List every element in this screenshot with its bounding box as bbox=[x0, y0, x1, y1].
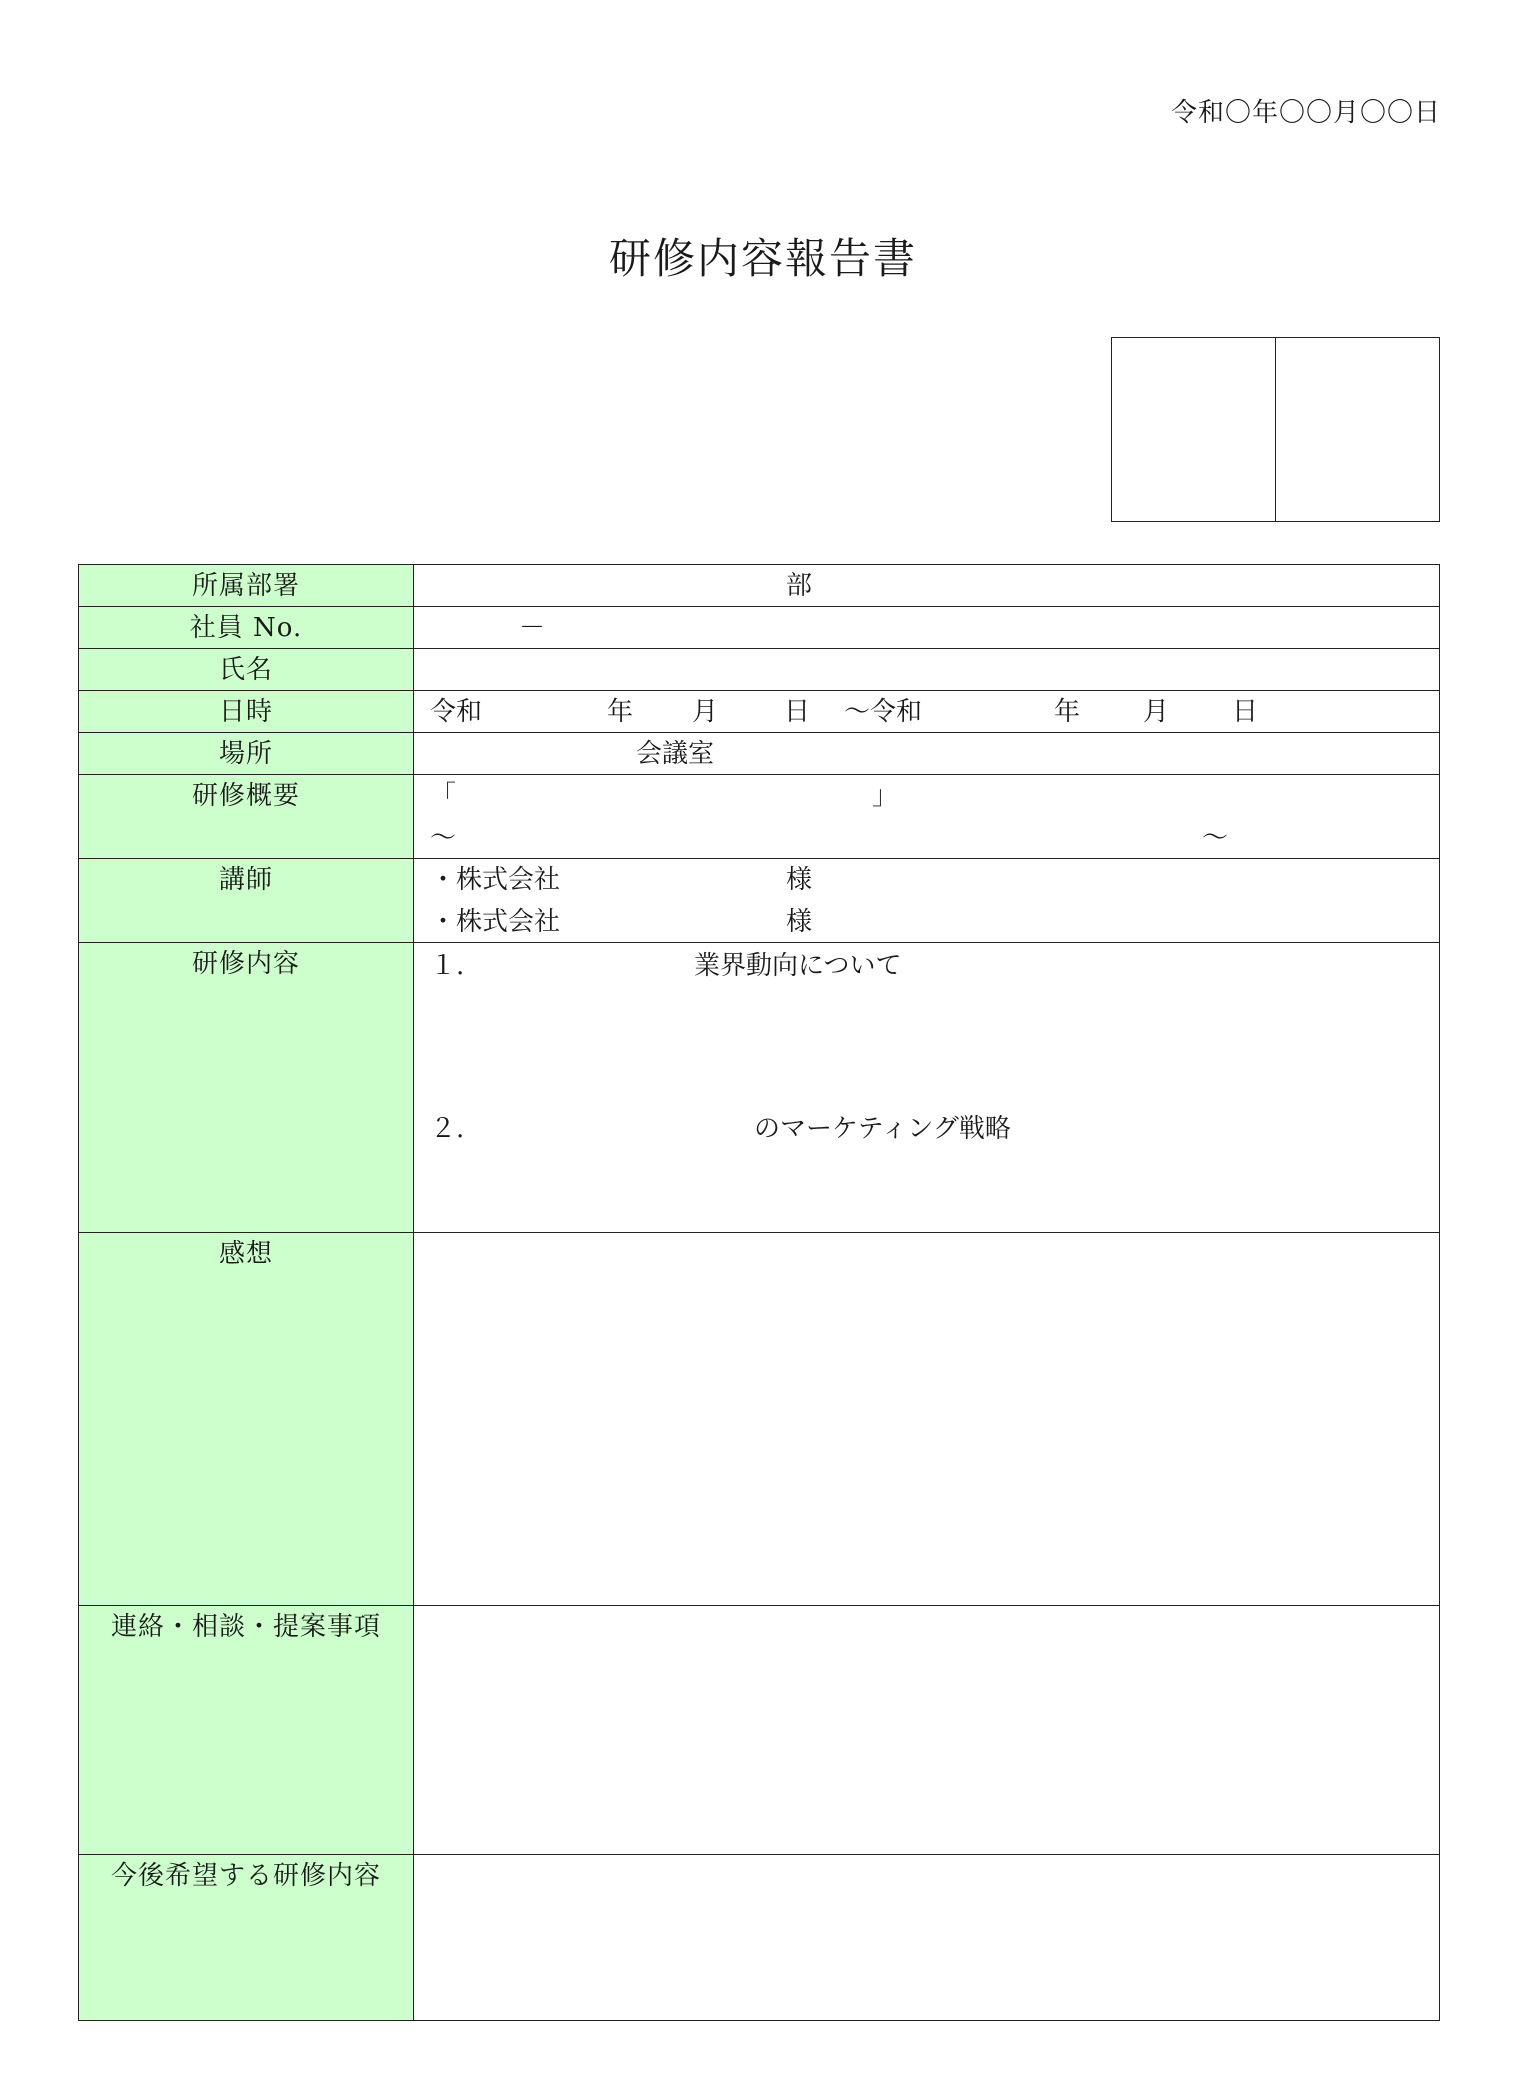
field-instructor[interactable] bbox=[414, 859, 1440, 943]
field-impressions[interactable] bbox=[414, 1233, 1440, 1606]
content-item-text: のマーケティング戦略 bbox=[754, 1114, 1011, 1144]
instructor-company: ・株式会社 bbox=[430, 907, 561, 937]
label-place: 場所 bbox=[79, 733, 414, 775]
datetime-day1: 日 bbox=[784, 697, 811, 727]
label-overview: 研修概要 bbox=[79, 775, 414, 859]
label-instructor: 講師 bbox=[79, 859, 414, 943]
row-impressions bbox=[79, 1233, 1440, 1606]
instructor-company: ・株式会社 bbox=[430, 865, 561, 895]
overview-open-bracket: 「 bbox=[430, 781, 457, 811]
field-employee-no[interactable] bbox=[414, 607, 1440, 649]
datetime-day2: 日 bbox=[1232, 697, 1259, 727]
label-datetime: 日時 bbox=[79, 691, 414, 733]
label-name: 氏名 bbox=[79, 649, 414, 691]
datetime-year2: 年 bbox=[1054, 697, 1081, 727]
field-place[interactable] bbox=[414, 733, 1440, 775]
field-name[interactable] bbox=[414, 649, 1440, 691]
employee-no-separator: － bbox=[519, 613, 546, 643]
overview-tilde-right: ～ bbox=[1202, 823, 1229, 853]
label-employee-no: 社員 No. bbox=[79, 607, 414, 649]
overview-tilde-left: ～ bbox=[430, 823, 457, 853]
label-future-training: 今後希望する研修内容 bbox=[79, 1855, 414, 2021]
row-department bbox=[79, 565, 1440, 607]
row-communication bbox=[79, 1606, 1440, 1855]
field-datetime[interactable] bbox=[414, 691, 1440, 733]
datetime-month2: 月 bbox=[1143, 697, 1170, 727]
overview-close-bracket: 」 bbox=[872, 781, 899, 811]
content-item-text: 業界動向について bbox=[694, 951, 902, 981]
stamp-box[interactable] bbox=[1112, 338, 1275, 521]
row-place bbox=[79, 733, 1440, 775]
row-future-training bbox=[79, 1855, 1440, 2021]
row-employee-no bbox=[79, 607, 1440, 649]
row-datetime bbox=[79, 691, 1440, 733]
label-impressions: 感想 bbox=[79, 1233, 414, 1606]
instructor-honorific: 様 bbox=[786, 865, 813, 895]
stamp-box[interactable] bbox=[1275, 338, 1439, 521]
report-date: 令和〇年〇〇月〇〇日 bbox=[1170, 98, 1441, 128]
instructor-honorific: 様 bbox=[786, 907, 813, 937]
datetime-era-start: 令和 bbox=[430, 697, 483, 727]
datetime-tilde-era-end: ～令和 bbox=[844, 697, 923, 727]
content-item-number: ２. bbox=[430, 1114, 465, 1144]
place-room: 会議室 bbox=[636, 739, 715, 769]
label-communication: 連絡・相談・提案事項 bbox=[79, 1606, 414, 1855]
row-name bbox=[79, 649, 1440, 691]
field-communication[interactable] bbox=[414, 1606, 1440, 1855]
field-overview[interactable] bbox=[414, 775, 1440, 859]
row-overview bbox=[79, 775, 1440, 859]
report-table bbox=[78, 564, 1440, 2021]
datetime-year1: 年 bbox=[607, 697, 634, 727]
content-item-number: １. bbox=[430, 951, 465, 981]
label-content: 研修内容 bbox=[79, 943, 414, 1233]
row-content bbox=[79, 943, 1440, 1233]
datetime-month1: 月 bbox=[692, 697, 719, 727]
department-suffix: 部 bbox=[786, 571, 813, 601]
field-department[interactable] bbox=[414, 565, 1440, 607]
document-title: 研修内容報告書 bbox=[608, 234, 917, 283]
field-content[interactable] bbox=[414, 943, 1440, 1233]
label-department: 所属部署 bbox=[79, 565, 414, 607]
row-instructor bbox=[79, 859, 1440, 943]
field-future-training[interactable] bbox=[414, 1855, 1440, 2021]
approval-stamp-boxes bbox=[1111, 337, 1440, 522]
